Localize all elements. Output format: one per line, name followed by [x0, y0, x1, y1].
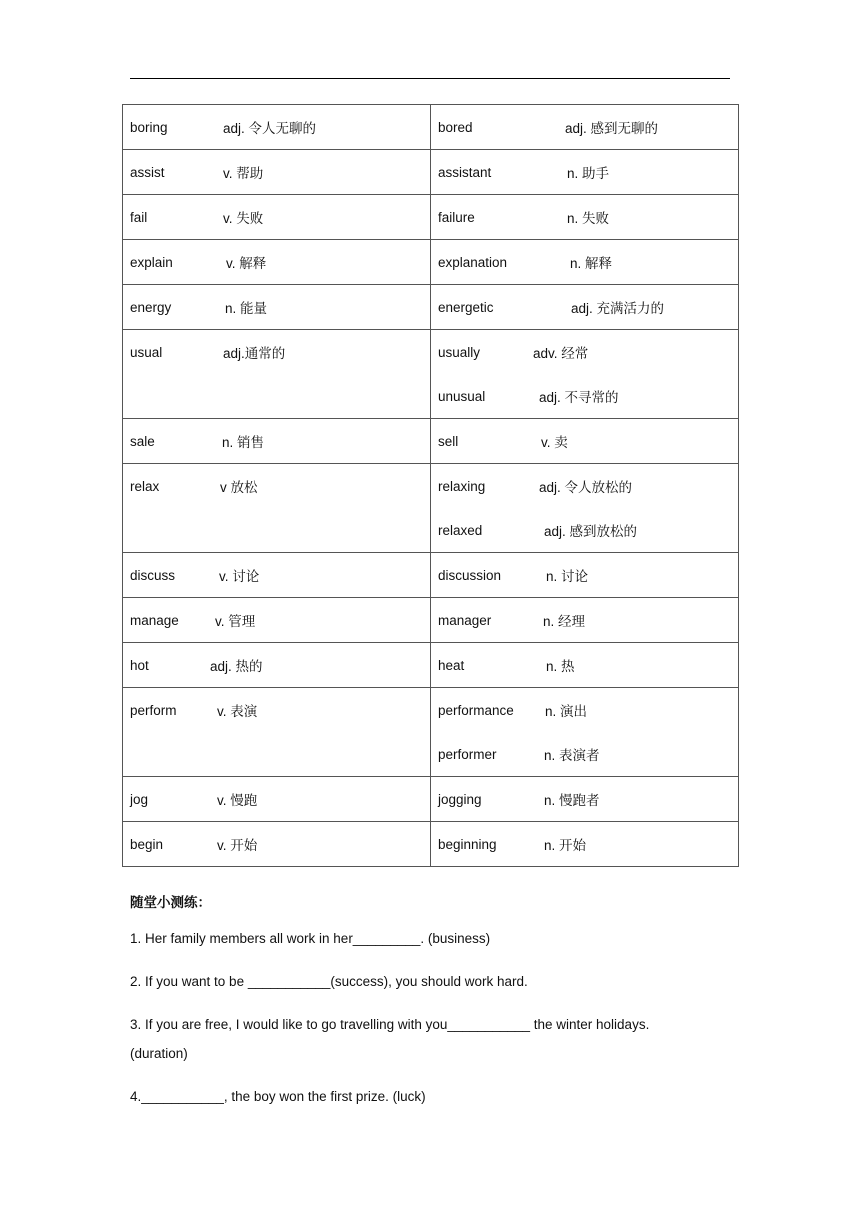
- table-cell-right: [431, 464, 739, 553]
- table-cell-left: [123, 553, 431, 598]
- vocab-definition: v. 管理: [215, 614, 256, 629]
- vocab-definition: v 放松: [220, 480, 258, 495]
- vocab-definition: n. 表演者: [544, 748, 600, 763]
- table-cell-right: [431, 598, 739, 643]
- vocab-entry: [130, 419, 430, 463]
- vocab-word: sale: [130, 433, 155, 449]
- table-cell-right: [431, 240, 739, 285]
- vocab-word: jogging: [438, 791, 482, 807]
- vocab-definition: n. 慢跑者: [544, 793, 600, 808]
- vocab-word: boring: [130, 119, 168, 135]
- vocab-word: sell: [438, 433, 459, 449]
- table-cell-left: [123, 464, 431, 553]
- quiz-question-2: 2. If you want to be ___________(success), you should work hard.: [130, 974, 528, 989]
- vocab-entry: [438, 195, 738, 239]
- vocab-word: beginning: [438, 836, 497, 852]
- vocab-definition: v. 卖: [541, 435, 568, 450]
- vocab-word: energetic: [438, 299, 494, 315]
- vocab-word: explanation: [438, 254, 508, 270]
- vocab-definition: n. 经理: [543, 614, 586, 629]
- table-row: [123, 419, 739, 464]
- vocab-definition: n. 演出: [545, 704, 588, 719]
- table-cell-left: [123, 643, 431, 688]
- vocab-word: energy: [130, 299, 172, 315]
- vocab-entry: [438, 777, 738, 821]
- vocab-definition: v. 慢跑: [217, 793, 258, 808]
- table-cell-left: [123, 598, 431, 643]
- vocab-definition: n. 热: [546, 659, 575, 674]
- vocab-word: discussion: [438, 567, 502, 583]
- table-cell-left: [123, 285, 431, 330]
- table-cell-left: [123, 195, 431, 240]
- table-cell-right: [431, 330, 739, 419]
- vocab-entry: [438, 732, 738, 776]
- vocab-word: perform: [130, 702, 177, 718]
- vocab-definition: v. 讨论: [219, 569, 260, 584]
- vocab-word: explain: [130, 254, 173, 270]
- table-cell-left: [123, 105, 431, 150]
- vocab-definition: adv. 经常: [533, 346, 589, 361]
- vocab-definition: n. 开始: [544, 838, 587, 853]
- quiz-question-3-hint: (duration): [130, 1046, 188, 1061]
- vocab-word: performer: [438, 746, 497, 762]
- vocab-word: bored: [438, 119, 473, 135]
- vocab-definition: adj. 感到放松的: [544, 524, 638, 539]
- table-cell-right: [431, 643, 739, 688]
- vocab-definition: adj. 令人无聊的: [223, 121, 317, 136]
- vocab-definition: n. 能量: [225, 301, 268, 316]
- quiz-question-4: 4.___________, the boy won the first prize. (luck): [130, 1089, 426, 1104]
- vocab-word: hot: [130, 657, 149, 673]
- table-row: [123, 285, 739, 330]
- header-rule: [130, 78, 730, 79]
- vocab-word: manage: [130, 612, 179, 628]
- vocab-definition: v. 帮助: [223, 166, 264, 181]
- vocab-definition: v. 失败: [223, 211, 264, 226]
- table-row: [123, 330, 739, 419]
- table-cell-right: [431, 285, 739, 330]
- table-row: [123, 688, 739, 777]
- vocab-entry: [438, 508, 738, 552]
- vocab-word: unusual: [438, 388, 486, 404]
- vocab-entry: [130, 330, 430, 374]
- vocab-word: usual: [130, 344, 163, 360]
- table-row: [123, 105, 739, 150]
- vocab-definition: v. 开始: [217, 838, 258, 853]
- vocab-word: usually: [438, 344, 481, 360]
- table-cell-right: [431, 150, 739, 195]
- vocab-definition: v. 解释: [226, 256, 267, 271]
- table-row: [123, 777, 739, 822]
- table-cell-left: [123, 150, 431, 195]
- vocab-entry: [438, 240, 738, 284]
- vocab-entry: [438, 419, 738, 463]
- vocab-word: fail: [130, 209, 148, 225]
- quiz-question-3: 3. If you are free, I would like to go travelling with you___________ the winter holidays.: [130, 1017, 650, 1032]
- vocab-definition: adj. 感到无聊的: [565, 121, 659, 136]
- vocab-entry: [130, 822, 430, 866]
- vocab-word: assist: [130, 164, 165, 180]
- vocab-word: begin: [130, 836, 164, 852]
- vocab-entry: [130, 240, 430, 284]
- vocab-definition: adj. 热的: [210, 659, 263, 674]
- vocab-word: performance: [438, 702, 514, 718]
- table-row: [123, 553, 739, 598]
- vocab-definition: n. 销售: [222, 435, 265, 450]
- table-cell-right: [431, 777, 739, 822]
- vocab-definition: n. 助手: [567, 166, 610, 181]
- vocab-definition: n. 讨论: [546, 569, 589, 584]
- table-cell-left: [123, 330, 431, 419]
- vocab-entry: [438, 285, 738, 329]
- table-cell-left: [123, 688, 431, 777]
- vocab-entry: [130, 195, 430, 239]
- vocab-entry: [438, 598, 738, 642]
- vocab-entry: [438, 330, 738, 374]
- vocab-entry: [130, 688, 430, 732]
- table-cell-right: [431, 195, 739, 240]
- table-row: [123, 150, 739, 195]
- vocab-definition: v. 表演: [217, 704, 258, 719]
- vocab-entry: [438, 464, 738, 508]
- vocab-word: assistant: [438, 164, 492, 180]
- table-cell-left: [123, 240, 431, 285]
- vocab-entry: [438, 374, 738, 418]
- table-row: [123, 464, 739, 553]
- vocab-entry: [130, 105, 430, 149]
- vocab-word: relax: [130, 478, 160, 494]
- table-row: [123, 822, 739, 867]
- table-cell-left: [123, 822, 431, 867]
- vocab-word: relaxing: [438, 478, 486, 494]
- vocab-definition: adj. 令人放松的: [539, 480, 633, 495]
- vocab-definition: n. 失败: [567, 211, 610, 226]
- table-row: [123, 195, 739, 240]
- vocab-definition: n. 解释: [570, 256, 613, 271]
- vocab-word: jog: [130, 791, 149, 807]
- vocab-entry: [438, 643, 738, 687]
- table-row: [123, 643, 739, 688]
- vocab-entry: [438, 105, 738, 149]
- vocab-word: failure: [438, 209, 475, 225]
- table-row: [123, 598, 739, 643]
- vocab-word: manager: [438, 612, 492, 628]
- table-cell-right: [431, 105, 739, 150]
- table-cell-right: [431, 822, 739, 867]
- table-row: [123, 240, 739, 285]
- vocab-entry: [130, 553, 430, 597]
- table-cell-left: [123, 777, 431, 822]
- vocab-entry: [438, 688, 738, 732]
- vocabulary-table: [122, 104, 739, 867]
- table-cell-right: [431, 553, 739, 598]
- vocab-entry: [130, 777, 430, 821]
- vocab-definition: adj. 充满活力的: [571, 301, 665, 316]
- vocab-entry: [130, 464, 430, 508]
- vocab-entry: [130, 150, 430, 194]
- vocab-entry: [438, 150, 738, 194]
- vocab-word: relaxed: [438, 522, 483, 538]
- vocab-entry: [438, 822, 738, 866]
- vocab-entry: [130, 643, 430, 687]
- vocab-entry: [130, 598, 430, 642]
- quiz-title: 随堂小测练：: [130, 895, 211, 910]
- vocab-definition: adj.通常的: [223, 346, 286, 361]
- vocab-definition: adj. 不寻常的: [539, 390, 619, 405]
- table-cell-left: [123, 419, 431, 464]
- vocab-entry: [438, 553, 738, 597]
- quiz-question-1: 1. Her family members all work in her_________. (business): [130, 931, 491, 946]
- vocab-entry: [130, 285, 430, 329]
- vocab-word: heat: [438, 657, 465, 673]
- table-cell-right: [431, 419, 739, 464]
- table-cell-right: [431, 688, 739, 777]
- vocab-word: discuss: [130, 567, 176, 583]
